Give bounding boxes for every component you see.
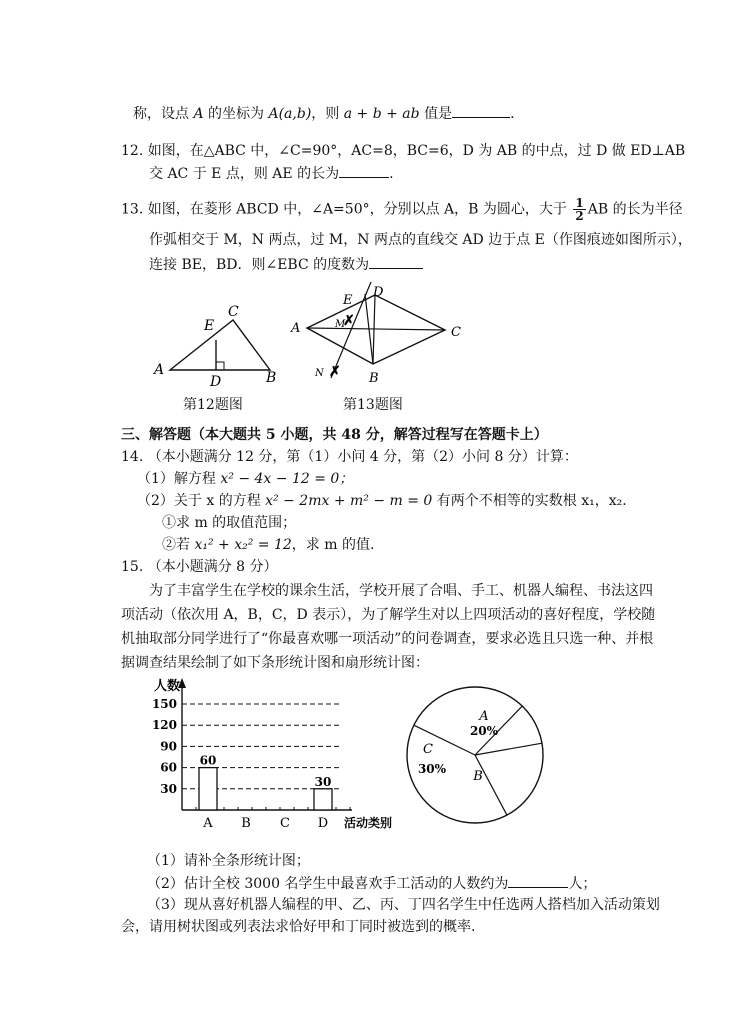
q13-line2: 作弧相交于 M，N 两点，过 M，N 两点的直线交 AD 边于点 E（作图痕迹如图所示）， [149, 232, 692, 248]
label-d: D [373, 285, 384, 300]
fig13-caption: 第13题图 [343, 397, 403, 413]
fig12-caption: 第12题图 [183, 397, 243, 413]
label-a: A [154, 362, 165, 378]
pie-slice-label-B: B [473, 769, 483, 784]
answer-blank-q11[interactable] [452, 103, 510, 118]
answer-blank-q13[interactable] [369, 254, 423, 269]
x-tick-label-A: A [203, 816, 213, 831]
q15-part3-line1: （3）现从喜好机器人编程的甲、乙、丙、丁四名学生中任选两人搭档加入活动策划 [147, 897, 660, 913]
q13-line1: 13. 如图，在菱形 ABCD 中，∠A=50°，分别以点 A，B 为圆心，大于 $\frac{1}{2}$ AB 的长为半径 [121, 196, 683, 223]
q12-line1: 12. 如图，在△ABC 中，∠C=90°，AC=8，BC=6，D 为 AB 的中点，过 D 做 ED⊥AB [121, 143, 686, 159]
pie-slice-value-A: 20% [469, 724, 499, 738]
bar-chart [140, 672, 415, 837]
label-a: A [291, 321, 301, 336]
q15-part1: （1）请补全条形统计图； [147, 853, 310, 869]
label-c: C [451, 325, 461, 340]
q15-para1: 为了丰富学生在学校的课余生活，学校开展了合唱、手工、机器人编程、书法这四 [149, 583, 653, 599]
label-b: B [266, 370, 277, 386]
x-tick-label-B: B [241, 816, 251, 831]
x-axis-label: 活动类别 [344, 816, 393, 830]
bar-label-A: 60 [199, 753, 217, 768]
q13-line3: 连接 BE，BD．则∠EBC 的度数为 [149, 254, 423, 275]
q15-para2: 项活动（依次用 A，B，C，D 表示），为了解学生对以上四项活动的喜好程度，学校随 [121, 607, 656, 623]
label-n: N [315, 368, 324, 379]
q15-para3: 机抽取部分同学进行了“你最喜欢哪一项活动”的问卷调查，要求必选且只选一种、并根 [121, 631, 654, 647]
answer-blank-q15-2[interactable] [508, 873, 568, 888]
y-tick-label: 120 [151, 718, 177, 733]
q15-part2: （2）估计全校 3000 名学生中最喜欢手工活动的人数约为 人； [147, 873, 596, 894]
label-m: M [335, 319, 346, 330]
q14-part2: （2）关于 x 的方程 x² − 2mx + m² − m = 0 有两个不相等的实数根 x₁，x₂． [137, 493, 637, 509]
label-d: D [210, 374, 222, 390]
fraction-one-half: $\frac{1}{2}$ [575, 196, 584, 223]
q14-sub1: ①求 m 的取值范围； [162, 515, 297, 531]
q14-sub2: ②若 x₁² + x₂² = 12，求 m 的值. [162, 537, 375, 553]
label-e: E [204, 318, 215, 334]
q15-header: 15. （本小题满分 8 分） [121, 559, 278, 575]
pie-chart [400, 680, 550, 830]
pie-slice-value-C: 30% [417, 762, 447, 776]
y-tick-label: 60 [160, 760, 177, 775]
arc-mark-m: ✗ [343, 313, 355, 329]
pie-slice-label-C: C [423, 742, 433, 757]
bar-D [314, 789, 332, 810]
right-angle-mark [216, 362, 224, 370]
y-axis-label: 人数 [154, 679, 181, 694]
bar-label-D: 30 [314, 774, 332, 789]
q12-line2: 交 AC 于 E 点，则 AE 的长为 . [149, 163, 394, 184]
q14-part1: （1）解方程 x² − 4x − 12 = 0； [137, 471, 354, 487]
label-b: B [369, 371, 379, 386]
x-tick-label-C: C [280, 816, 290, 831]
y-tick-label: 90 [160, 739, 177, 754]
y-tick-label: 150 [151, 697, 177, 711]
bar-A [199, 768, 217, 810]
answer-blank-q12[interactable] [339, 163, 389, 178]
q15-part3-line2: 会，请用树状图或列表法求恰好甲和丁同时被选到的概率. [121, 919, 476, 935]
q15-para4: 据调查结果绘制了如下条形统计图和扇形统计图： [121, 655, 429, 671]
diagonal-ac [307, 328, 445, 330]
label-c: C [228, 304, 239, 320]
figure-13 [285, 280, 475, 390]
q11-tail: 称，设点 A 的坐标为 A(a,b)，则 a + b + ab 值是 . [133, 103, 515, 124]
x-tick-label-D: D [317, 816, 329, 831]
pie-slice-label-A: A [479, 709, 489, 724]
q14-header: 14. （本小题满分 12 分，第（1）小问 4 分，第（2）小问 8 分）计算： [121, 449, 578, 465]
arc-mark-n: ✗ [329, 364, 341, 380]
section-3-title: 三、解答题（本大题共 5 小题，共 48 分，解答过程写在答题卡上） [121, 427, 548, 443]
label-e: E [343, 293, 353, 308]
y-tick-label: 30 [160, 781, 177, 796]
